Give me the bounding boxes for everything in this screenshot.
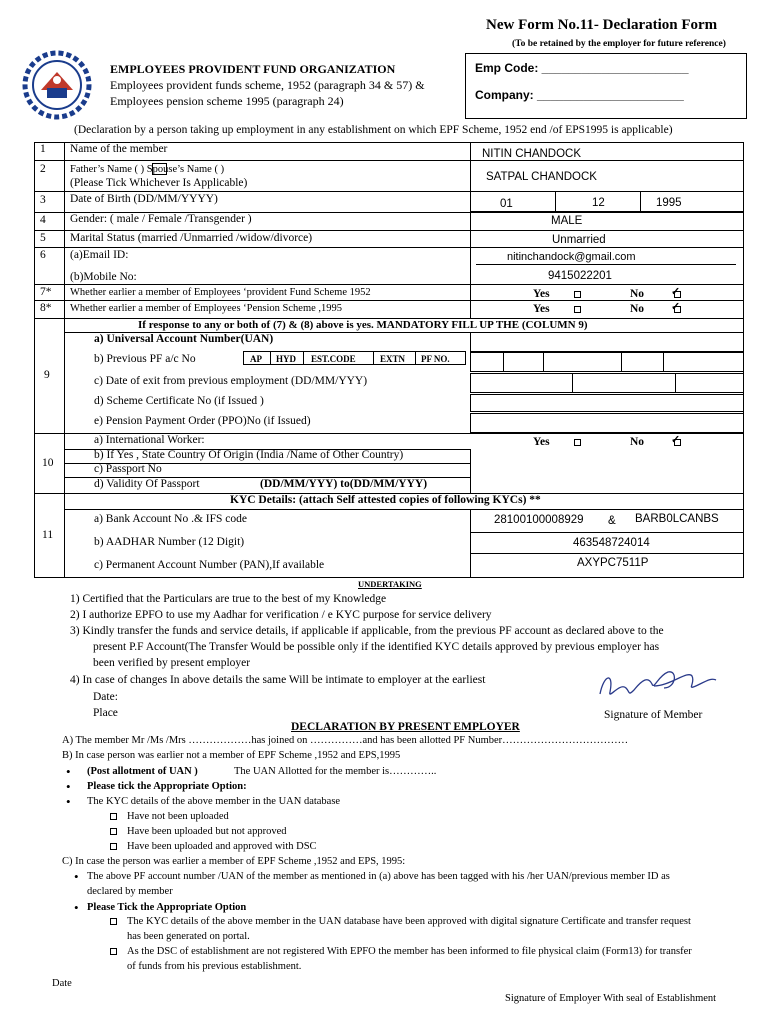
- tick-option-1: Please tick the Appropriate Option:: [87, 781, 247, 792]
- label-epf-member: Whether earlier a member of Employees ‘provident Fund Scheme 1952: [70, 287, 371, 298]
- uan-box[interactable]: [470, 332, 744, 352]
- label-tick-note: (Please Tick Whichever Is Applicable): [70, 177, 248, 189]
- pf-no: PF NO.: [421, 354, 450, 364]
- value-email[interactable]: nitinchandock@gmail.com: [507, 251, 636, 263]
- employer-c: C) In case the person was earlier a member of EPF Scheme ,1952 and EPS, 1995:: [62, 856, 406, 867]
- value-mobile[interactable]: 9415022201: [548, 270, 612, 282]
- value-aadhar[interactable]: 463548724014: [573, 537, 650, 549]
- undertaking-4: 4) In case of changes In above details the same Will be intimate to employer at the earliest: [70, 674, 486, 686]
- dsc-not-registered-b: of funds from his previous establishment.: [127, 961, 302, 972]
- row-num-3: 3: [40, 194, 46, 206]
- label-validity-format: (DD/MM/YYY) to(DD/MM/YYY): [260, 478, 428, 490]
- label-ppo: e) Pension Payment Order (PPO)No (if Issued): [94, 415, 311, 427]
- post-allotment: (Post allotment of UAN ): [87, 766, 198, 777]
- value-marital[interactable]: Unmarried: [552, 234, 606, 246]
- form-title: New Form No.11- Declaration Form: [486, 17, 718, 33]
- kyc-uan-text: The KYC details of the above member in the UAN database: [87, 796, 341, 807]
- uan-allotted: The UAN Allotted for the member is…………..: [234, 766, 437, 777]
- label-country: b) If Yes , State Country Of Origin (India /Name of Other Country): [94, 449, 404, 461]
- row-num-11: 11: [42, 529, 54, 541]
- label-name: Name of the member: [70, 143, 168, 155]
- pf-extn: EXTN: [380, 354, 406, 364]
- eps-yes-label: Yes: [533, 303, 550, 315]
- ppo-box[interactable]: [470, 413, 744, 433]
- employer-date-label: Date: [52, 978, 72, 989]
- intl-yes-label: Yes: [533, 436, 550, 448]
- bank-ampersand: &: [608, 515, 616, 527]
- form-subtitle: (To be retained by the employer for future reference): [512, 39, 726, 49]
- value-name[interactable]: NITIN CHANDOCK: [482, 148, 582, 160]
- value-ifsc[interactable]: BARB0LCANBS: [635, 513, 719, 525]
- intl-no-tick: ✓: [671, 434, 681, 446]
- pf-hyd: HYD: [276, 354, 296, 364]
- label-mobile: (b)Mobile No:: [70, 271, 137, 283]
- label-uan: a) Universal Account Number(UAN): [94, 333, 274, 345]
- member-date-label: Date:: [93, 691, 118, 703]
- row-num-1: 1: [40, 143, 46, 155]
- dob-month[interactable]: 12: [592, 197, 605, 209]
- label-passport: c) Passport No: [94, 463, 162, 475]
- undertaking-3c: been verified by present employer: [93, 657, 251, 669]
- intro-text: (Declaration by a person taking up employment in any establishment on which EPF Scheme, 1952 end /of EPS1995 is applicable): [74, 124, 673, 136]
- undertaking-1: 1) Certified that the Particulars are true to the best of my Knowledge: [70, 593, 387, 605]
- undertaking-title: UNDERTAKING: [358, 579, 422, 589]
- eps-no-label: No: [630, 303, 645, 315]
- row-num-9: 9: [44, 369, 50, 381]
- dsc-approved-a: The KYC details of the above member in the UAN database have been approved with digital signature Certificate and transfer request: [127, 916, 691, 927]
- label-father-spouse: Father’s Name ( ) Spouse’s Name ( ): [70, 164, 225, 175]
- kyc-not-uploaded-checkbox[interactable]: [110, 813, 117, 820]
- label-pan: c) Permanent Account Number (PAN),If available: [94, 559, 325, 571]
- label-aadhar: b) AADHAR Number (12 Digit): [94, 536, 245, 548]
- kyc-uploaded-not-approved: Have been uploaded but not approved: [127, 826, 287, 837]
- eps-yes-checkbox[interactable]: [574, 306, 581, 313]
- label-prev-pf: b) Previous PF a/c No: [94, 353, 196, 365]
- row-num-7: 7*: [40, 286, 52, 298]
- row-num-6: 6: [40, 249, 46, 261]
- intl-yes-checkbox[interactable]: [574, 439, 581, 446]
- row-num-8: 8*: [40, 302, 52, 314]
- label-passport-validity: d) Validity Of Passport: [94, 478, 200, 490]
- pf-ap: AP: [250, 354, 262, 364]
- kyc-not-uploaded: Have not been uploaded: [127, 811, 229, 822]
- label-marital: Marital Status (married /Unmarried /widow/divorce): [70, 232, 313, 244]
- undertaking-3a: 3) Kindly transfer the funds and service details, if applicable if applicable, from the previous PF account as declared above to the: [70, 625, 664, 637]
- epf-no-label: No: [630, 288, 645, 300]
- row-num-10: 10: [42, 457, 54, 469]
- epf-no-tick: ✓: [671, 286, 681, 298]
- row-num-5: 5: [40, 232, 46, 244]
- value-father-name[interactable]: SATPAL CHANDOCK: [486, 171, 597, 183]
- kyc-approved-dsc: Have been uploaded and approved with DSC: [127, 841, 317, 852]
- value-gender[interactable]: MALE: [551, 215, 583, 227]
- scheme-line-2: Employees pension scheme 1995 (paragraph 24): [110, 94, 344, 108]
- label-exit-date: c) Date of exit from previous employment (DD/MM/YYY): [94, 375, 368, 387]
- employer-title: DECLARATION BY PRESENT EMPLOYER: [291, 721, 520, 733]
- kyc-uploaded-checkbox[interactable]: [110, 828, 117, 835]
- tagged-text-a: The above PF account number /UAN of the member as mentioned in (a) above has been tagged with his /her UAN/previous member ID as: [87, 871, 670, 882]
- emp-code[interactable]: Emp Code: ______________________: [475, 61, 689, 75]
- dsc-not-registered-checkbox[interactable]: [110, 948, 117, 955]
- undertaking-3b: present P.F Account(The Transfer Would be possible only if the identified KYC details approved by previous employer has: [93, 641, 660, 653]
- employer-signature-label: Signature of Employer With seal of Establishment: [505, 993, 717, 1004]
- dob-year[interactable]: 1995: [656, 197, 682, 209]
- exit-date-grid[interactable]: [470, 373, 744, 393]
- kyc-approved-checkbox[interactable]: [110, 843, 117, 850]
- scheme-line-1: Employees provident funds scheme, 1952 (paragraph 34 & 57) &: [110, 78, 425, 92]
- undertaking-2: 2) I authorize EPFO to use my Aadhar for verification / e KYC purpose for service delivery: [70, 609, 492, 621]
- eps-no-tick: ✓: [671, 301, 681, 313]
- label-pension-member: Whether earlier a member of Employees ‘Pension Scheme ,1995: [70, 303, 343, 314]
- label-scheme-cert: d) Scheme Certificate No (if Issued ): [94, 395, 264, 407]
- member-signature: [592, 662, 722, 707]
- label-gender: Gender: ( male / Female /Transgender ): [70, 213, 252, 225]
- epf-yes-checkbox[interactable]: [574, 291, 581, 298]
- row-num-2: 2: [40, 163, 46, 175]
- tick-option-2: Please Tick the Appropriate Option: [87, 902, 247, 913]
- scheme-cert-box[interactable]: [470, 394, 744, 412]
- member-place-label: Place: [93, 707, 118, 719]
- value-pan[interactable]: AXYPC7511P: [577, 557, 649, 569]
- prev-pf-grid[interactable]: [470, 352, 744, 372]
- column-9-heading: If response to any or both of (7) & (8) above is yes. MANDATORY FILL UP THE (COLUMN 9): [138, 319, 588, 331]
- dsc-approved-b: has been generated on portal.: [127, 931, 250, 942]
- company[interactable]: Company: ______________________: [475, 88, 684, 102]
- epf-yes-label: Yes: [533, 288, 550, 300]
- value-bank-account[interactable]: 28100100008929: [494, 514, 584, 526]
- epfo-logo: [14, 50, 100, 120]
- member-signature-label: Signature of Member: [604, 709, 703, 721]
- label-dob: Date of Birth (DD/MM/YYYY): [70, 193, 218, 205]
- org-name: EMPLOYEES PROVIDENT FUND ORGANIZATION: [110, 62, 396, 76]
- father-name-checkbox[interactable]: [152, 163, 167, 175]
- label-email: (a)Email ID:: [70, 249, 129, 261]
- pf-est-code: EST.CODE: [311, 354, 356, 364]
- dob-day[interactable]: 01: [500, 198, 513, 210]
- intl-no-label: No: [630, 436, 645, 448]
- label-bank: a) Bank Account No .& IFS code: [94, 513, 247, 525]
- employer-b: B) In case person was earlier not a member of EPF Scheme ,1952 and EPS,1995: [62, 750, 401, 761]
- kyc-heading: KYC Details: (attach Self attested copies of following KYCs) **: [230, 494, 541, 506]
- dsc-approved-checkbox[interactable]: [110, 918, 117, 925]
- tagged-text-b: declared by member: [87, 886, 173, 897]
- dsc-not-registered-a: As the DSC of establishment are not registered With EPFO the member has been informed to file physical claim (Form13) for transfer: [127, 946, 692, 957]
- row-num-4: 4: [40, 214, 46, 226]
- label-intl-worker: a) International Worker:: [94, 434, 205, 446]
- employer-a: A) The member Mr /Ms /Mrs ………………has joined on ……………and has been allotted PF Number………………………………: [62, 735, 629, 746]
